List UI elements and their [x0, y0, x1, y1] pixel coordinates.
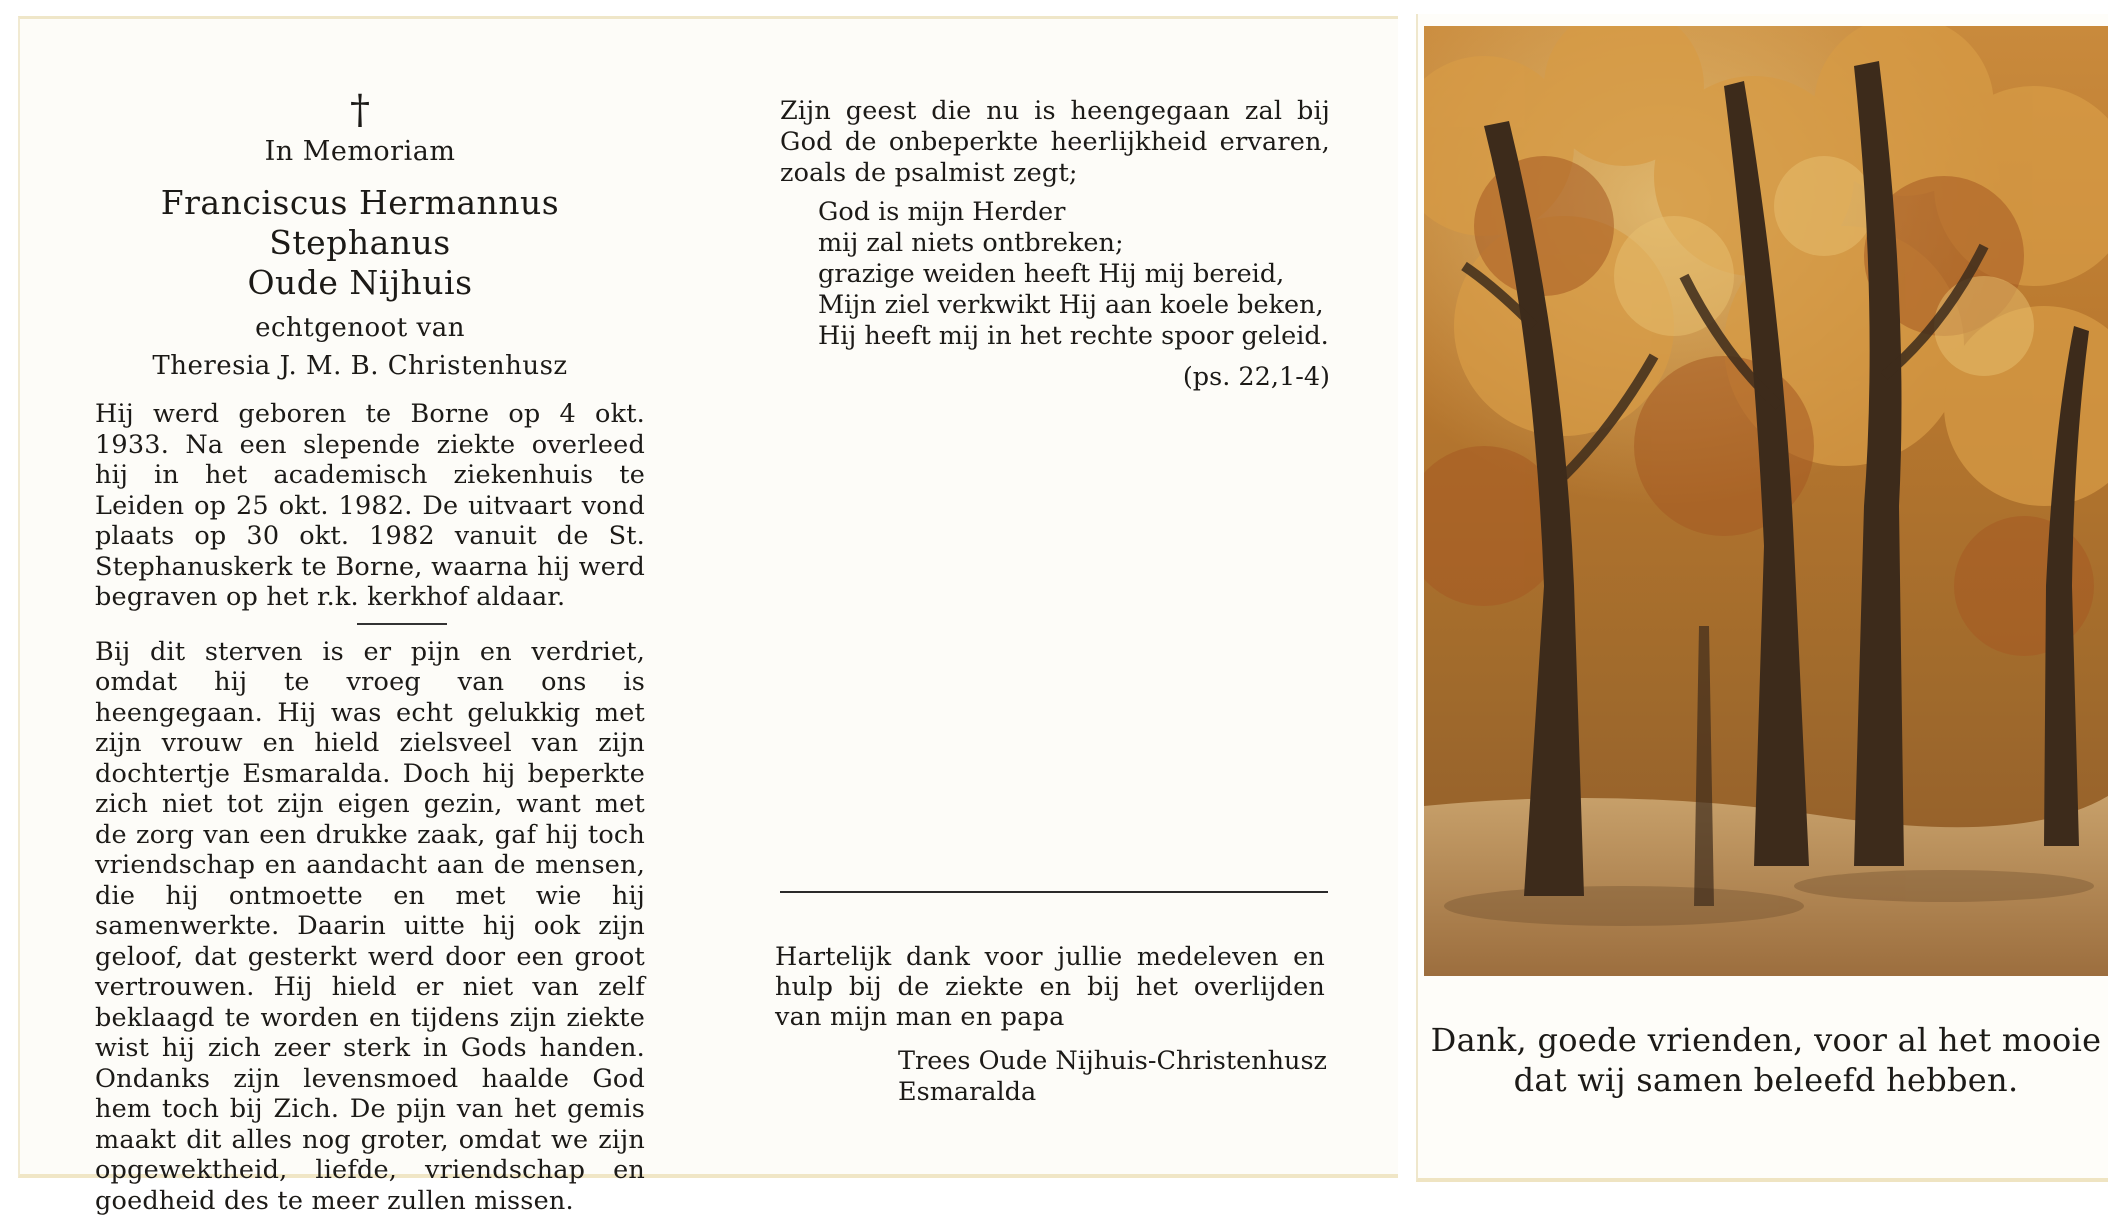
- cover-caption: [1424, 1020, 2108, 1100]
- divider-long: [780, 891, 1328, 893]
- psalm-line: mij zal niets ontbreken;: [818, 228, 1330, 259]
- left-page: [95, 90, 645, 1216]
- psalm-reference: (ps. 22,1-4): [780, 362, 1330, 392]
- psalm-verse: [818, 197, 1330, 352]
- thanks-paragraph: Hartelijk dank voor jullie medeleven en hulp bij de ziekte en bij het overlijden van mijn man en papa: [775, 942, 1325, 1032]
- deceased-name-line1: Franciscus Hermannus Stephanus: [85, 183, 635, 263]
- psalm-line: Mijn ziel verkwikt Hij aan koele beken,: [818, 290, 1330, 321]
- autumn-forest-photo: [1424, 26, 2108, 976]
- signature-line2: Esmaralda: [898, 1077, 1327, 1108]
- spouse-name: Theresia J. M. B. Christenhusz: [85, 351, 635, 381]
- caption-line1: Dank, goede vrienden, voor al het mooie: [1424, 1020, 2108, 1060]
- signature-line1: Trees Oude Nijhuis-Christenhusz: [898, 1046, 1327, 1077]
- caption-line2: dat wij samen beleefd hebben.: [1424, 1060, 2108, 1100]
- psalm-line: God is mijn Herder: [818, 197, 1330, 228]
- heading-block: [85, 136, 635, 381]
- divider: [357, 623, 447, 625]
- psalm-line: Hij heeft mij in het rechte spoor geleid.: [818, 321, 1330, 352]
- tribute-paragraph: Bij dit sterven is er pijn en verdriet, omdat hij te vroeg van ons is heengegaan. Hij was echt gelukkig met zijn vrouw en hield zielsveel van zijn dochtertje Esmaralda. Doch hij beperkte zich niet tot zijn eigen gezin, want met de zorg van een drukke zaak, gaf hij toch vriendschap en aandacht aan de mensen, die hij ontmoette en met wie hij samenwerkte. Daarin uitte hij ook zijn geloof, dat gesterkt werd door een groot vertrouwen. Hij hield er niet van zelf beklaagd te worden en tijdens zijn ziekte wist hij zich zeer sterk in Gods handen. Ondanks zijn levensmoed haalde God hem toch bij Zich. De pijn van het gemis maakt dit alles nog groter, omdat we zijn opgewektheid, liefde, vriendschap en goedheid des te meer zullen missen.: [95, 637, 645, 1216]
- deceased-name-line2: Oude Nijhuis: [85, 263, 635, 303]
- psalm-line: grazige weiden heeft Hij mij bereid,: [818, 259, 1330, 290]
- spouse-label: echtgenoot van: [85, 313, 635, 343]
- deceased-name: [85, 183, 635, 303]
- cross-icon: †: [135, 90, 585, 130]
- psalm-intro: Zijn geest die nu is heengegaan zal bij God de onbeperkte heerlijkheid ervaren, zoals de psalmist zegt;: [780, 96, 1330, 189]
- biography-paragraph: Hij werd geboren te Borne op 4 okt. 1933. Na een slepende ziekte overleed hij in het academisch ziekenhuis te Leiden op 25 okt. 1982. De uitvaart vond plaats op 30 okt. 1982 vanuit de St. Stephanuskerk te Borne, waarna hij werd begraven op het r.k. kerkhof aldaar.: [95, 399, 645, 613]
- signature: [898, 1046, 1327, 1108]
- middle-page: [780, 96, 1330, 392]
- memoriam-title: In Memoriam: [85, 136, 635, 167]
